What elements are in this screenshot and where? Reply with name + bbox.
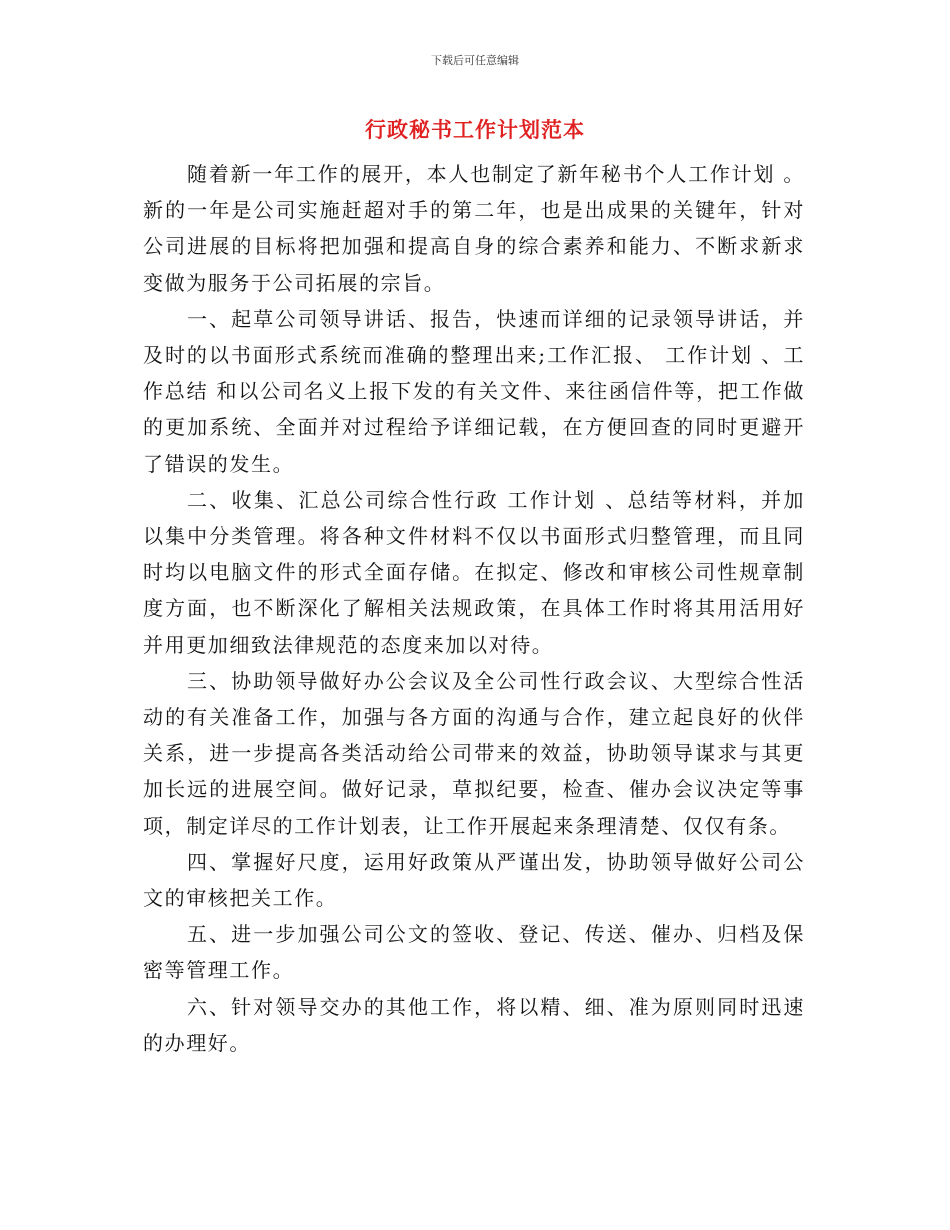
paragraph-item-5: 五、进一步加强公司公文的签收、登记、传送、催办、归档及保密等管理工作。 — [143, 922, 805, 983]
paragraph-intro: 随着新一年工作的展开，本人也制定了新年秘书个人工作计划 。新的一年是公司实施赶超对手的第二年，也是出成果的关键年，针对公司进展的目标将把加强和提高自身的综合素养和能力、不断求新求变做为服务于公司拓展的宗旨。 — [143, 162, 805, 295]
paragraph-item-1: 一、起草公司领导讲话、报告，快速而详细的记录领导讲话，并及时的以书面形式系统而准确的整理出来;工作汇报、 工作计划 、工作总结 和以公司名义上报下发的有关文件、来往函信件等，把工作做的更加系统、全面并对过程给予详细记载，在方便回查的同时更避开了错误的发生。 — [143, 306, 805, 476]
paragraph-item-6: 六、针对领导交办的其他工作，将以精、细、准为原则同时迅速的办理好。 — [143, 994, 805, 1055]
page-header-note: 下载后可任意编辑 — [431, 54, 519, 67]
document-body — [143, 156, 805, 1061]
paragraph-item-2: 二、收集、汇总公司综合性行政 工作计划 、总结等材料，并加以集中分类管理。将各种文件材料不仅以书面形式归整管理，而且同时均以电脑文件的形式全面存储。在拟定、修改和审核公司性规章制度方面，也不断深化了解相关法规政策，在具体工作时将其用活用好并用更加细致法律规范的态度来加以对待。 — [143, 487, 805, 657]
document-title: 行政秘书工作计划范本 — [365, 118, 585, 142]
paragraph-item-3: 三、协助领导做好办公会议及全公司性行政会议、大型综合性活动的有关准备工作，加强与各方面的沟通与合作，建立起良好的伙伴关系，进一步提高各类活动给公司带来的效益，协助领导谋求与其更加长远的进展空间。做好记录，草拟纪要，检查、催办会议决定等事项，制定详尽的工作计划表，让工作开展起来条理清楚、仅仅有条。 — [143, 668, 805, 838]
paragraph-item-4: 四、掌握好尺度，运用好政策从严谨出发，协助领导做好公司公文的审核把关工作。 — [143, 849, 805, 911]
